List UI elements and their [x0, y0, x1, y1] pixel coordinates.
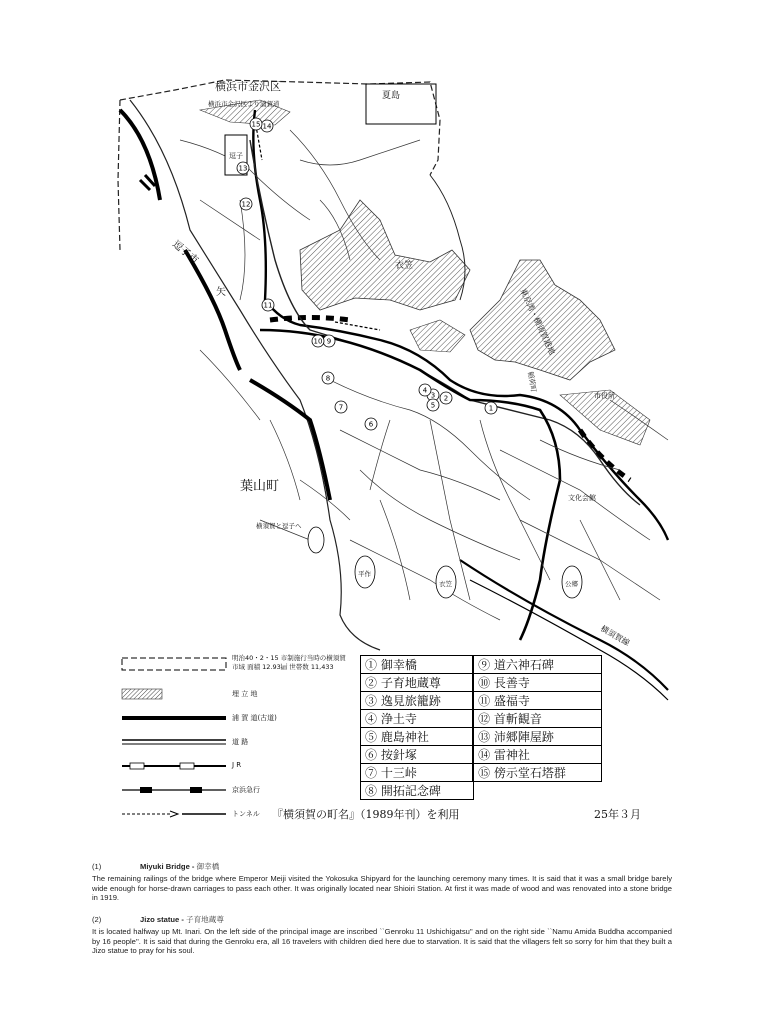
legend-item-tunnel: トンネル [120, 807, 350, 821]
label-tunnel-note: 横浜市金沢区より浦賀道 [208, 100, 280, 108]
svg-text:6: 6 [368, 420, 374, 429]
svg-text:1: 1 [488, 404, 494, 413]
legend-item-old-road: 浦 賀 道(古道) [232, 714, 277, 722]
label-hill-b: 衣笠 [439, 580, 452, 588]
svg-text:5: 5 [430, 401, 436, 410]
label-zushi-city: 逗子市 [170, 238, 201, 267]
entry-jizo-statue [92, 915, 672, 956]
marker-4 [419, 384, 431, 396]
marker-11 [262, 299, 274, 311]
marker-10 [312, 335, 324, 347]
entry-title: Jizo statue - 子育地蔵尊 [140, 915, 224, 924]
svg-text:10: 10 [313, 337, 323, 346]
marker-6 [365, 418, 377, 430]
jr-line [253, 110, 668, 540]
table-row [361, 692, 602, 710]
site-cell: ⑤ 鹿島神社 [361, 728, 474, 746]
svg-text:13: 13 [238, 164, 248, 173]
marker-8 [322, 372, 334, 384]
entry-title: Miyuki Bridge - 御幸橋 [140, 862, 220, 871]
site-cell: ⑭ 雷神社 [473, 746, 601, 764]
site-cell: ③ 逸見旅籠跡 [361, 692, 474, 710]
coastline [130, 100, 380, 650]
site-cell: ⑬ 沛郷陣屋跡 [473, 728, 601, 746]
legend-item-keikyu: 京浜急行 [120, 783, 350, 797]
site-cell: ④ 浄土寺 [361, 710, 474, 728]
table-row [361, 746, 602, 764]
svg-text:8: 8 [325, 374, 331, 383]
marker-13 [237, 162, 249, 174]
table-row [361, 728, 602, 746]
legend-item-road: 道 路 [232, 738, 249, 746]
entry-body: It is located halfway up Mt. Inari. On the left side of the principal image are inscribed ``Genroku 11 Ushichigatsu'' and on the right side ``Namu Amida Buddha accompanied by 16 people''. It is said that during the Genroku era, all 16 travelers with children died here due to starvation. It is said that the villagers felt so sorry for him that they built a Jizo statue to pray for his soul. [92, 927, 672, 956]
marker-7 [335, 401, 347, 413]
svg-text:4: 4 [422, 386, 428, 395]
marker-14 [261, 120, 273, 132]
site-cell: ⑫ 首斬観音 [473, 710, 601, 728]
site-cell: ⑨ 道六神石碑 [473, 656, 601, 674]
marker-12 [240, 198, 252, 210]
site-cell: ⑥ 按針塚 [361, 746, 474, 764]
site-cell: ⑪ 盛福寺 [473, 692, 601, 710]
marker-2 [440, 392, 452, 404]
source-caption: 『横須賀の町名』（1989年刊）を利用 [272, 808, 460, 821]
marker-9 [323, 335, 335, 347]
table-row [361, 674, 602, 692]
entry-number: (1) [92, 862, 102, 871]
table-row [361, 656, 602, 674]
site-cell: ⑦ 十三峠 [361, 764, 474, 782]
label-left-box: 逗子 [229, 152, 243, 160]
legend-item-jr: J R [120, 759, 350, 773]
entry-miyuki-bridge [92, 862, 672, 903]
svg-text:9: 9 [326, 337, 332, 346]
site-cell: ⑩ 長善寺 [473, 674, 601, 692]
table-row [361, 782, 602, 800]
label-kinugasa: 衣笠 [395, 261, 414, 271]
label-culture-hall: 文化会館 [568, 494, 596, 502]
label-top-box: 夏島 [382, 91, 401, 101]
svg-text:15: 15 [251, 120, 261, 129]
label-reclaimed-note: 東京湾・横須賀港地 [518, 287, 557, 357]
svg-text:14: 14 [262, 122, 272, 131]
entry-number: (2) [92, 915, 102, 924]
label-hayama: 葉山町 [240, 479, 280, 494]
svg-text:12: 12 [241, 200, 251, 209]
site-cell: ① 御幸橋 [361, 656, 474, 674]
marker-1 [485, 402, 497, 414]
svg-text:7: 7 [338, 403, 344, 412]
site-cell: ② 子育地蔵尊 [361, 674, 474, 692]
site-list-table [360, 655, 602, 800]
date-caption: 25年３月 [594, 808, 641, 821]
svg-text:3: 3 [430, 391, 436, 400]
label-hatsu: 矢 [216, 287, 226, 298]
site-cell: ⑮ 傍示堂石塔群 [473, 764, 601, 782]
label-city-hall: 市役所 [594, 392, 615, 400]
svg-text:2: 2 [443, 394, 449, 403]
site-cell: ⑧ 開拓記念碑 [361, 782, 474, 800]
table-row [361, 710, 602, 728]
label-yokohama-kanazawa: 横浜市金沢区 [215, 80, 281, 93]
label-hill-a: 平作 [358, 570, 371, 578]
label-uraga-road: 横須賀線 [599, 623, 632, 648]
reclaimed-land-a [300, 200, 470, 310]
legend-item-city-area: 明治40・2・15 市制施行当時の横須賀市域 面積 12.93㎢ 世帯数 11,433 [120, 655, 350, 669]
svg-text:11: 11 [263, 301, 273, 310]
label-hill-c: 公郷 [565, 580, 578, 588]
entry-body: The remaining railings of the bridge where Emperor Meiji visited the Yokosuka Shipyard for the launching ceremony many times. It is said that it was a small bridge barely wide enough for horse-drawn carriages to pass each other. It was originally located near Shioiri Station. At first it was made of wood and was renovated into a stone bridge in 1919. [92, 874, 672, 903]
label-inarimachi: 稲荷町 [526, 370, 538, 394]
label-hayama-note: 横須賀と逗子へ [256, 522, 302, 530]
marker-5 [427, 399, 439, 411]
marker-15 [250, 118, 262, 130]
table-row [361, 764, 602, 782]
legend-item-reclaimed: 埋 立 地 [120, 687, 350, 701]
